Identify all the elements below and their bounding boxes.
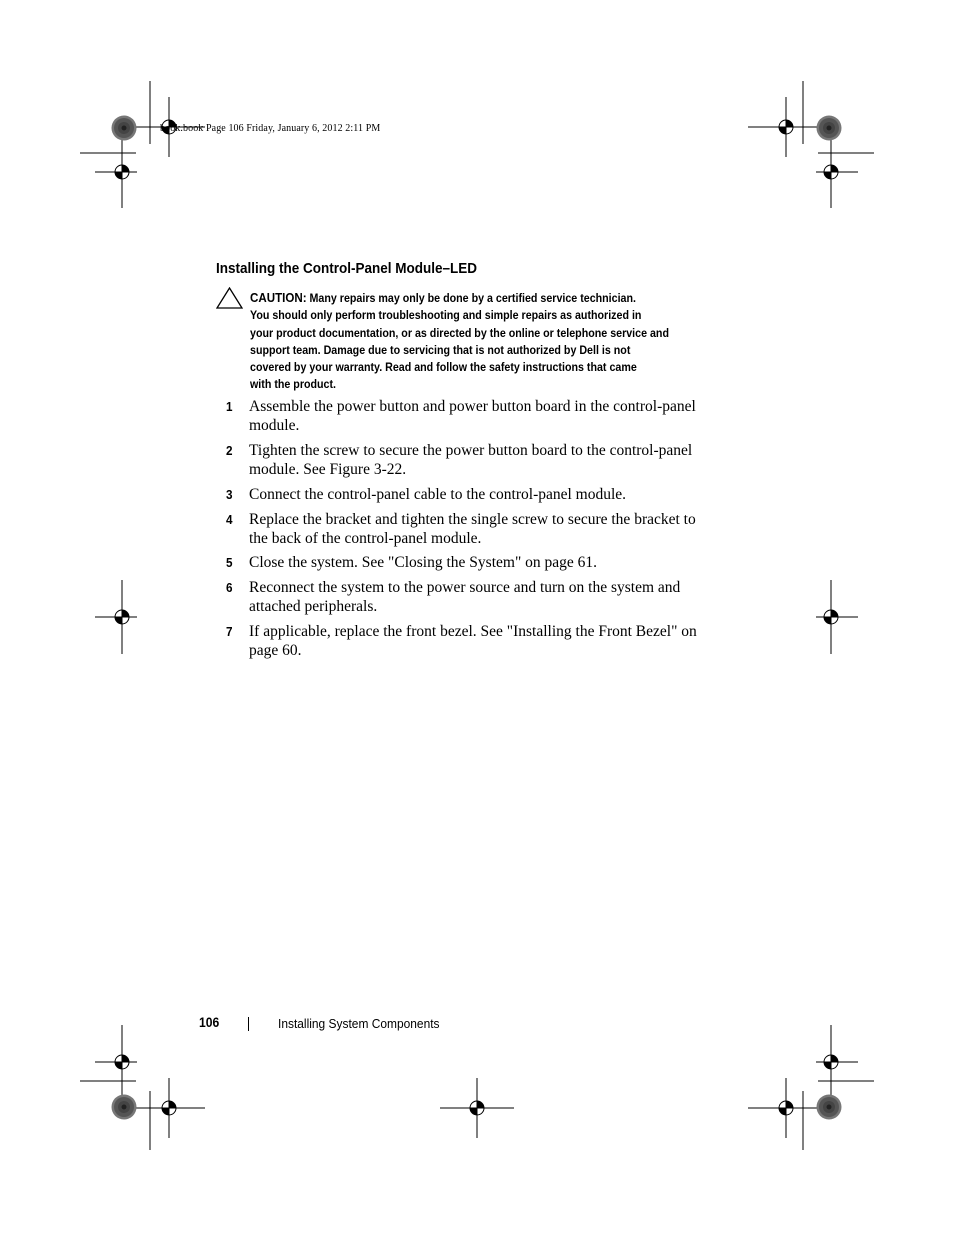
caution-label: CAUTION: [250,290,307,305]
step-line: attached peripherals. [249,598,378,615]
page-number: 106 [199,1015,220,1030]
step-line: Tighten the screw to secure the power button board to the control-panel [249,442,693,459]
step-line: Close the system. See "Closing the System" on page 61. [249,554,598,571]
footer-section-title: Installing System Components [278,1016,440,1031]
step-line: module. See Figure 3-22. [249,461,407,478]
section-heading: Installing the Control-Panel Module–LED [216,260,478,277]
caution-line: with the product. [250,377,337,392]
step-number: 6 [226,580,233,595]
step-line: Reconnect the system to the power source and turn on the system and [249,579,681,596]
color-wheel-icon [112,116,137,141]
step-line: module. [249,417,300,434]
step-number: 2 [226,443,233,458]
caution-line: support team. Damage due to servicing that is not authorized by Dell is not [250,342,631,357]
color-wheel-icon [817,1095,842,1120]
step-line: the back of the control-panel module. [249,530,482,547]
step-number: 5 [226,555,233,570]
color-wheel-icon [112,1095,137,1120]
crop-lines [80,81,874,1150]
step-line: Replace the bracket and tighten the single screw to secure the bracket to [249,511,696,528]
caution-line: covered by your warranty. Read and follow the safety instructions that came [250,360,637,375]
step-line: page 60. [249,642,302,659]
step-line: If applicable, replace the front bezel. See "Installing the Front Bezel" on [249,623,697,640]
step-line: Assemble the power button and power button board in the control-panel [249,398,696,415]
step-number: 4 [226,512,233,527]
step-number: 3 [226,487,233,502]
print-slug-line: book.book Page 106 Friday, January 6, 2012 2:11 PM [160,123,381,134]
step-number: 7 [226,624,233,639]
step-number: 1 [226,399,233,414]
caution-line: Many repairs may only be done by a certified service technician. [309,291,636,305]
step-line: Connect the control-panel cable to the control-panel module. [249,486,627,503]
caution-line: your product documentation, or as directed by the online or telephone service and [250,325,669,340]
caution-line: You should only perform troubleshooting and simple repairs as authorized in [250,308,642,323]
color-wheel-icon [817,116,842,141]
